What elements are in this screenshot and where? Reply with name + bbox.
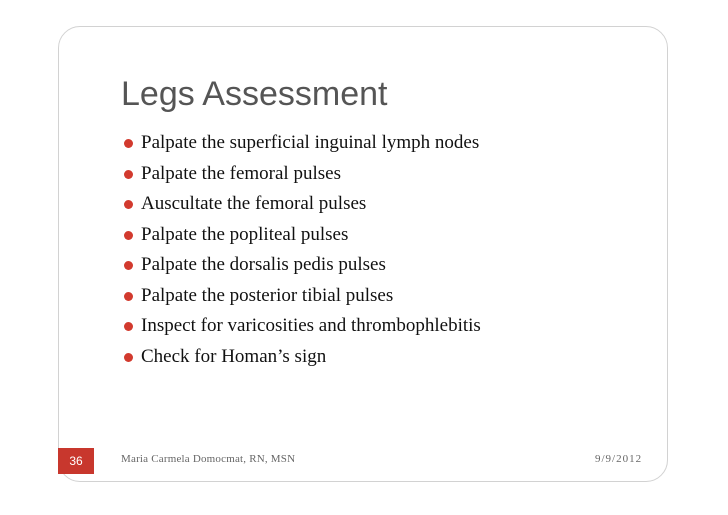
bullet-icon bbox=[124, 353, 133, 362]
bullet-icon bbox=[124, 170, 133, 179]
bullet-text: Palpate the popliteal pulses bbox=[141, 223, 349, 245]
bullet-text: Check for Homan’s sign bbox=[141, 345, 327, 367]
bullet-text: Palpate the dorsalis pedis pulses bbox=[141, 254, 386, 275]
bullet-icon bbox=[124, 139, 133, 148]
bullet-text: Palpate the posterior tibial pulses bbox=[141, 284, 394, 306]
bullet-text: Palpate the superficial inguinal lymph nodes bbox=[141, 132, 480, 153]
bullet-text: Inspect for varicosities and thrombophlebitis bbox=[141, 315, 481, 336]
bullet-icon bbox=[124, 261, 133, 270]
bullet-text: Palpate the femoral pulses bbox=[141, 162, 341, 184]
slide-title: Legs Assessment bbox=[121, 75, 388, 113]
bullet-icon bbox=[124, 322, 133, 331]
slide-number-badge: 36 bbox=[58, 448, 94, 474]
bullet-icon bbox=[124, 200, 133, 209]
footer-author: Maria Carmela Domocmat, RN, MSN bbox=[121, 453, 296, 465]
bullet-text: Auscultate the femoral pulses bbox=[141, 193, 367, 214]
bullet-icon bbox=[124, 231, 133, 240]
footer-date: 9/9/2012 bbox=[595, 453, 643, 465]
bullet-icon bbox=[124, 292, 133, 301]
